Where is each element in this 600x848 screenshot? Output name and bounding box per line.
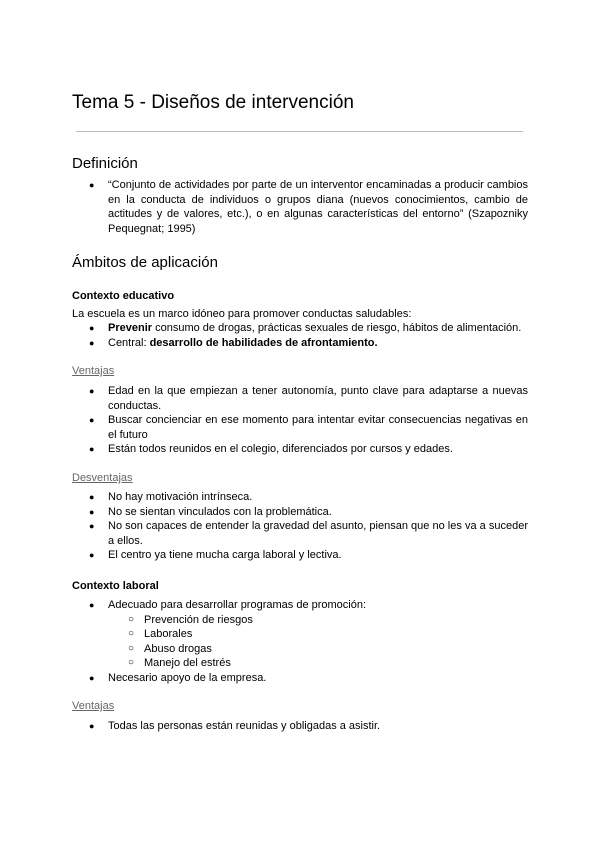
list-item [72, 598, 528, 671]
item-text: Central: [108, 336, 150, 349]
list-item [72, 178, 528, 236]
ventajas-label: Ventajas [72, 365, 115, 377]
bullet-icon: ● [89, 444, 95, 455]
item-text: Buscar concienciar en ese momento para intentar evitar consecuencias negativas en el futuro [108, 414, 528, 441]
item-text: No hay motivación intrínseca. [108, 491, 253, 503]
bullet-icon: ● [89, 550, 95, 561]
list-item [72, 519, 528, 548]
title-divider [76, 131, 523, 132]
definicion-quote: “Conjunto de actividades por parte de un interventor encaminadas a producir cambios en la conducta de individuos o grupos diana (nuevos conocimientos, cambio de actitudes y de valores, etc.), o en algunas características del entorno” (Szapozniky Pequegnat; 1995) [108, 179, 528, 235]
bullet-icon: ● [89, 672, 95, 683]
bullet-icon: ● [89, 506, 95, 517]
item-text: No son capaces de entender la gravedad del asunto, piensan que no les va a suceder a ellos. [108, 520, 528, 547]
list-item [72, 671, 528, 686]
list-item [72, 490, 528, 505]
bullet-icon: ● [89, 415, 95, 426]
bullet-icon: ● [89, 492, 95, 502]
item-bold-text: desarrollo de habilidades de afrontamiento. [149, 336, 378, 349]
bullet-icon: ● [89, 521, 95, 532]
item-text: Abuso drogas [144, 642, 212, 655]
educativo-desventajas-list [72, 490, 528, 563]
list-item [72, 548, 528, 563]
sublist-item [108, 642, 528, 657]
bullet-icon: ● [89, 386, 95, 396]
item-text: Necesario apoyo de la empresa. [108, 671, 267, 684]
list-item [72, 384, 528, 413]
laboral-ventajas-list [72, 719, 528, 734]
list-item [72, 321, 528, 336]
circle-bullet-icon: ○ [128, 613, 135, 625]
list-item [72, 719, 528, 734]
item-text: Todas las personas están reunidas y obligadas a asistir. [108, 720, 381, 732]
list-item [72, 442, 528, 457]
educativo-intro: La escuela es un marco idóneo para promover conductas saludables: [72, 308, 412, 320]
desventajas-label: Desventajas [72, 472, 133, 484]
bullet-icon: ● [89, 721, 95, 731]
item-bold-text: Prevenir [108, 322, 153, 334]
sublist-item [108, 613, 528, 628]
item-text: El centro ya tiene mucha carga laboral y lectiva. [108, 549, 342, 562]
sublist-item [108, 656, 528, 671]
bullet-icon: ● [89, 180, 95, 190]
list-item [72, 413, 528, 442]
item-text: consumo de drogas, prácticas sexuales de riesgo, hábitos de alimentación. [152, 322, 522, 334]
item-text: No se sientan vinculados con la problemática. [108, 505, 332, 518]
laboral-ventajas-label: Ventajas [72, 700, 115, 712]
item-text: Adecuado para desarrollar programas de promoción: [108, 599, 367, 611]
circle-bullet-icon: ○ [128, 628, 135, 640]
sublist-item [108, 627, 528, 642]
educativo-list [72, 321, 528, 350]
laboral-sublist [108, 613, 528, 671]
educativo-ventajas-list [72, 384, 528, 457]
list-item [72, 505, 528, 520]
laboral-list [72, 598, 528, 686]
bullet-icon: ● [89, 323, 95, 333]
circle-bullet-icon: ○ [128, 657, 135, 669]
item-text: Están todos reunidos en el colegio, diferenciados por cursos y edades. [108, 443, 453, 456]
subsection-heading-educativo: Contexto educativo [72, 290, 175, 302]
subsection-heading-laboral: Contexto laboral [72, 580, 159, 592]
list-item [72, 336, 528, 351]
bullet-icon: ● [89, 600, 95, 610]
bullet-icon: ● [89, 337, 95, 348]
item-text: Edad en la que empiezan a tener autonomía, punto clave para adaptarse a nuevas conductas. [108, 385, 528, 412]
item-text: Prevención de riesgos [144, 613, 253, 626]
page-title: Tema 5 - Diseños de intervención [72, 92, 354, 113]
section-heading-definicion: Definición [72, 155, 138, 172]
circle-bullet-icon: ○ [128, 642, 135, 654]
item-text: Manejo del estrés [144, 657, 231, 670]
item-text: Laborales [144, 628, 193, 641]
section-heading-ambitos: Ámbitos de aplicación [72, 254, 218, 271]
definicion-list [72, 178, 528, 236]
